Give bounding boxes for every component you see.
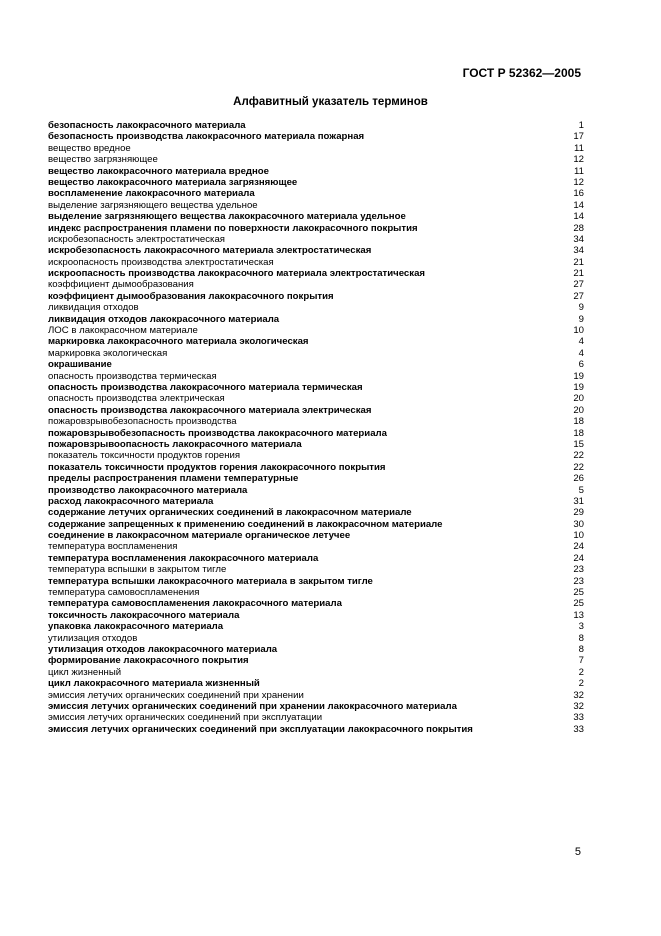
index-entry [48, 291, 584, 302]
index-entry [48, 541, 584, 552]
index-term: окрашивание [48, 359, 112, 371]
index-page-ref: 5 [578, 484, 584, 496]
index-term: упаковка лакокрасочного материала [48, 621, 224, 633]
index-page-ref: 19 [573, 370, 584, 382]
index-page-ref: 18 [573, 416, 584, 428]
index-page-ref: 15 [573, 438, 584, 450]
index-term: эмиссия летучих органических соединений при хранении [48, 689, 304, 701]
index-term: опасность производства лакокрасочного материала электрическая [48, 404, 372, 416]
index-term: вещество загрязняющее [48, 154, 158, 166]
index-entry [48, 268, 584, 279]
index-term: выделение загрязняющего вещества удельное [48, 199, 258, 211]
index-term: искробезопасность лакокрасочного материала электростатическая [48, 245, 372, 257]
index-page-ref: 4 [578, 347, 584, 359]
index-term: коэффициент дымообразования лакокрасочного покрытия [48, 290, 334, 302]
index-term: опасность производства лакокрасочного материала термическая [48, 381, 363, 393]
index-page-ref: 10 [573, 325, 584, 337]
index-entry [48, 257, 584, 268]
index-entry [48, 587, 584, 598]
index-entry [48, 701, 584, 712]
index-entry [48, 690, 584, 701]
index-page-ref: 12 [573, 154, 584, 166]
index-entry [48, 439, 584, 450]
index-entry [48, 143, 584, 154]
index-page-ref: 34 [573, 245, 584, 257]
index-term: температура воспламенения лакокрасочного материала [48, 552, 319, 564]
index-page-ref: 24 [573, 541, 584, 553]
index-page-ref: 32 [573, 700, 584, 712]
index-page-ref: 23 [573, 564, 584, 576]
index-page-ref: 31 [573, 495, 584, 507]
index-entry [48, 553, 584, 564]
index-term: коэффициент дымообразования [48, 279, 194, 291]
index-entry [48, 450, 584, 461]
index-page-ref: 9 [578, 313, 584, 325]
index-entry [48, 131, 584, 142]
index-entry [48, 485, 584, 496]
index-term: соединение в лакокрасочном материале органическое летучее [48, 530, 351, 542]
term-index-list [48, 120, 584, 735]
index-term: производство лакокрасочного материала [48, 484, 248, 496]
index-term: температура самовоспламенения лакокрасочного материала [48, 598, 342, 610]
index-entry [48, 576, 584, 587]
index-page-ref: 33 [573, 723, 584, 735]
index-page-ref: 10 [573, 530, 584, 542]
index-entry [48, 223, 584, 234]
index-page-ref: 2 [578, 666, 584, 678]
index-page-ref: 22 [573, 461, 584, 473]
index-title: Алфавитный указатель терминов [233, 96, 428, 108]
index-page-ref: 9 [578, 302, 584, 314]
index-page-ref: 20 [573, 393, 584, 405]
index-entry [48, 530, 584, 541]
index-entry [48, 598, 584, 609]
index-page-ref: 34 [573, 233, 584, 245]
index-term: цикл жизненный [48, 666, 122, 678]
index-term: маркировка лакокрасочного материала экологическая [48, 336, 309, 348]
index-term: утилизация отходов [48, 632, 138, 644]
index-entry [48, 382, 584, 393]
index-page-ref: 25 [573, 587, 584, 599]
index-entry [48, 621, 584, 632]
index-entry [48, 496, 584, 507]
index-page-ref: 8 [578, 643, 584, 655]
index-entry [48, 166, 584, 177]
index-page-ref: 4 [578, 336, 584, 348]
index-entry [48, 154, 584, 165]
index-page-ref: 14 [573, 199, 584, 211]
index-term: токсичность лакокрасочного материала [48, 609, 240, 621]
index-entry [48, 348, 584, 359]
index-term: эмиссия летучих органических соединений при хранении лакокрасочного материала [48, 700, 457, 712]
index-entry [48, 245, 584, 256]
index-page-ref: 20 [573, 404, 584, 416]
index-entry [48, 610, 584, 621]
index-term: температура вспышки лакокрасочного материала в закрытом тигле [48, 575, 373, 587]
index-page-ref: 29 [573, 507, 584, 519]
index-term: маркировка экологическая [48, 347, 168, 359]
index-page-ref: 1 [578, 120, 584, 131]
index-entry [48, 678, 584, 689]
index-term: вещество лакокрасочного материала загрязняющее [48, 176, 298, 188]
index-term: цикл лакокрасочного материала жизненный [48, 678, 260, 690]
index-entry [48, 655, 584, 666]
index-term: ликвидация отходов [48, 302, 139, 314]
index-page-ref: 25 [573, 598, 584, 610]
index-entry [48, 302, 584, 313]
index-term: температура самовоспламенения [48, 587, 200, 599]
index-term: формирование лакокрасочного покрытия [48, 655, 249, 667]
index-term: безопасность лакокрасочного материала [48, 120, 246, 131]
index-page-ref: 33 [573, 712, 584, 724]
index-term: индекс распространения пламени по поверхности лакокрасочного покрытия [48, 222, 418, 234]
index-entry [48, 644, 584, 655]
index-entry [48, 393, 584, 404]
index-page-ref: 21 [573, 256, 584, 268]
index-term: содержание летучих органических соединений в лакокрасочном материале [48, 507, 412, 519]
index-entry [48, 177, 584, 188]
index-term: искроопасность производства электростатическая [48, 256, 274, 268]
index-page-ref: 27 [573, 290, 584, 302]
index-term: ЛОС в лакокрасочном материале [48, 325, 198, 337]
index-entry [48, 712, 584, 723]
index-page-ref: 21 [573, 268, 584, 280]
index-page-ref: 14 [573, 211, 584, 223]
index-term: расход лакокрасочного материала [48, 495, 214, 507]
index-page-ref: 22 [573, 450, 584, 462]
index-page-ref: 26 [573, 473, 584, 485]
index-page-ref: 28 [573, 222, 584, 234]
index-entry [48, 428, 584, 439]
index-entry [48, 519, 584, 530]
index-term: пределы распространения пламени температурные [48, 473, 299, 485]
index-page-ref: 12 [573, 176, 584, 188]
index-entry [48, 462, 584, 473]
index-page-ref: 13 [573, 609, 584, 621]
index-term: содержание запрещенных к применению соединений в лакокрасочном материале [48, 518, 443, 530]
document-id: ГОСТ Р 52362—2005 [462, 66, 581, 80]
index-entry [48, 507, 584, 518]
index-entry [48, 200, 584, 211]
index-page-ref: 6 [578, 359, 584, 371]
index-entry [48, 211, 584, 222]
index-term: пожаровзрывобезопасность производства [48, 416, 237, 428]
index-page-ref: 3 [578, 621, 584, 633]
index-page-ref: 2 [578, 678, 584, 690]
index-entry [48, 564, 584, 575]
index-term: утилизация отходов лакокрасочного материала [48, 643, 278, 655]
index-entry [48, 724, 584, 735]
index-entry [48, 188, 584, 199]
index-page-ref: 19 [573, 381, 584, 393]
index-entry [48, 633, 584, 644]
index-term: опасность производства электрическая [48, 393, 225, 405]
index-entry [48, 325, 584, 336]
index-term: ликвидация отходов лакокрасочного материала [48, 313, 280, 325]
index-term: безопасность производства лакокрасочного материала пожарная [48, 131, 365, 143]
index-page-ref: 17 [573, 131, 584, 143]
index-page-ref: 16 [573, 188, 584, 200]
index-entry [48, 120, 584, 131]
index-term: температура воспламенения [48, 541, 178, 553]
page-number: 5 [574, 846, 581, 858]
index-page-ref: 30 [573, 518, 584, 530]
index-page-ref: 11 [574, 142, 584, 154]
index-term: воспламенение лакокрасочного материала [48, 188, 255, 200]
index-term: температура вспышки в закрытом тигле [48, 564, 227, 576]
index-page-ref: 27 [573, 279, 584, 291]
index-term: показатель токсичности продуктов горения лакокрасочного покрытия [48, 461, 386, 473]
index-entry [48, 314, 584, 325]
index-entry [48, 336, 584, 347]
index-term: показатель токсичности продуктов горения [48, 450, 241, 462]
index-term: искробезопасность электростатическая [48, 233, 225, 245]
index-entry [48, 405, 584, 416]
index-entry [48, 359, 584, 370]
index-entry [48, 667, 584, 678]
index-term: вещество лакокрасочного материала вредное [48, 165, 269, 177]
index-term: эмиссия летучих органических соединений при эксплуатации лакокрасочного покрытия [48, 723, 473, 735]
index-term: искроопасность производства лакокрасочного материала электростатическая [48, 268, 426, 280]
index-page-ref: 8 [578, 632, 584, 644]
index-page-ref: 7 [578, 655, 584, 667]
index-page-ref: 23 [573, 575, 584, 587]
index-entry [48, 416, 584, 427]
index-entry [48, 371, 584, 382]
index-term: пожаровзрывобезопасность производства лакокрасочного материала [48, 427, 387, 439]
index-page-ref: 32 [573, 689, 584, 701]
index-term: пожаровзрывоопасность лакокрасочного материала [48, 438, 302, 450]
index-term: вещество вредное [48, 142, 131, 154]
index-entry [48, 279, 584, 290]
index-page-ref: 11 [574, 165, 584, 177]
index-entry [48, 234, 584, 245]
index-page-ref: 18 [573, 427, 584, 439]
index-term: выделение загрязняющего вещества лакокрасочного материала удельное [48, 211, 406, 223]
index-entry [48, 473, 584, 484]
index-page-ref: 24 [573, 552, 584, 564]
index-term: эмиссия летучих органических соединений при эксплуатации [48, 712, 323, 724]
index-term: опасность производства термическая [48, 370, 217, 382]
